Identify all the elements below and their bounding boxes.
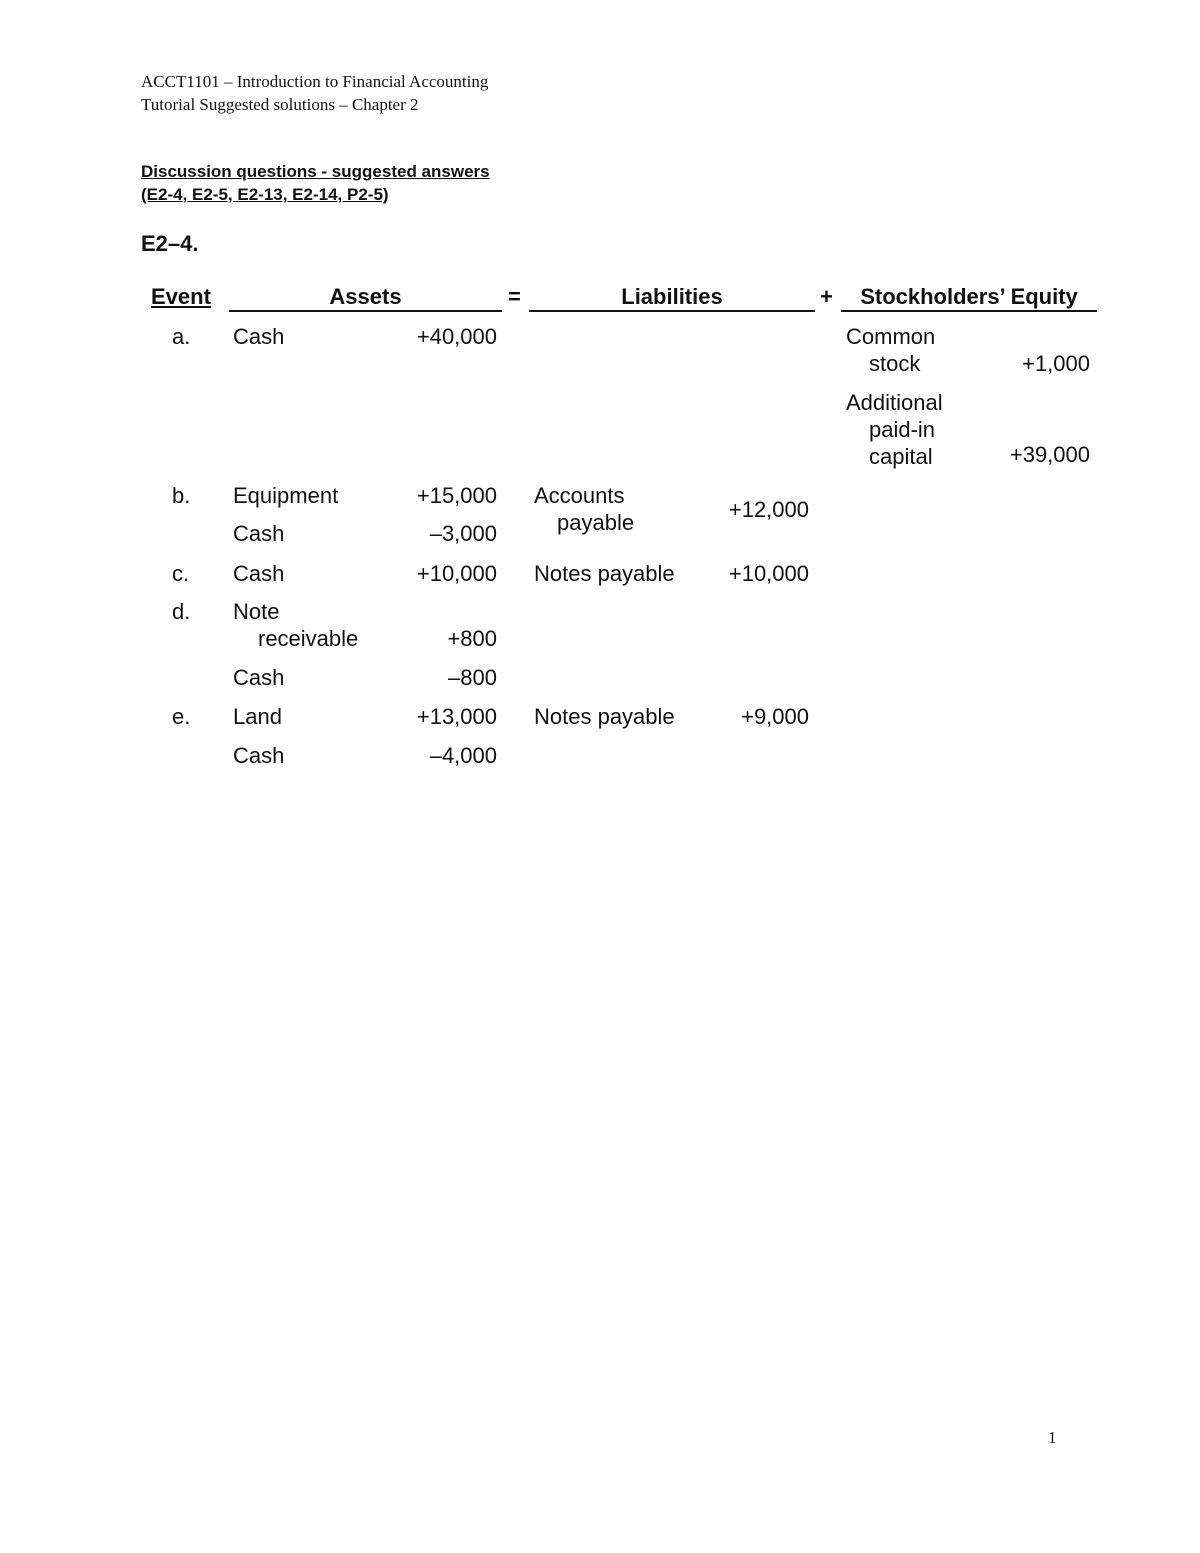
asset-account: Cash <box>233 665 285 690</box>
liability-amount: +10,000 <box>728 561 809 586</box>
liabilities-header-underline <box>529 310 815 312</box>
discussion-list: (E2-4, E2-5, E2-13, E2-14, P2-5) <box>141 185 389 204</box>
asset-amount: +15,000 <box>416 483 497 508</box>
asset-account: Cash <box>233 521 285 546</box>
equity-amount: +39,000 <box>1009 442 1090 467</box>
asset-account: Note <box>233 599 280 624</box>
asset-amount: +800 <box>447 626 497 651</box>
event-label: c. <box>172 561 190 586</box>
asset-amount: +10,000 <box>416 561 497 586</box>
equity-account: Common <box>846 324 936 349</box>
assets-header-underline <box>229 310 502 312</box>
liability-account: Accounts <box>534 483 625 508</box>
equity-account-cont: capital <box>869 444 933 469</box>
liability-amount: +12,000 <box>728 497 809 522</box>
asset-amount: +13,000 <box>416 704 497 729</box>
liabilities-header: Liabilities <box>621 284 723 309</box>
asset-account: Land <box>233 704 282 729</box>
exercise-title: E2–4. <box>141 231 199 256</box>
equity-header-underline <box>841 310 1097 312</box>
event-label: a. <box>172 324 191 349</box>
equity-account-cont: paid-in <box>869 417 936 442</box>
asset-account: Cash <box>233 743 285 768</box>
equity-header: Stockholders’ Equity <box>860 284 1078 309</box>
liability-account: Notes payable <box>534 704 675 729</box>
event-label: e. <box>172 704 191 729</box>
asset-amount: –4,000 <box>429 743 497 768</box>
liability-amount: +9,000 <box>741 704 809 729</box>
asset-amount: –3,000 <box>429 521 497 546</box>
plus-sign: + <box>820 284 833 309</box>
event-label: b. <box>172 483 191 508</box>
equity-account: Additional <box>846 390 943 415</box>
equals-sign: = <box>508 284 521 309</box>
page-number: 1 <box>1048 1428 1057 1447</box>
asset-amount: –800 <box>448 665 497 690</box>
asset-account: Cash <box>233 561 285 586</box>
asset-account-cont: receivable <box>258 626 359 651</box>
asset-account: Equipment <box>233 483 339 508</box>
event-label: d. <box>172 599 191 624</box>
equity-amount: +1,000 <box>1022 351 1090 376</box>
asset-amount: +40,000 <box>416 324 497 349</box>
liability-account: Notes payable <box>534 561 675 586</box>
asset-account: Cash <box>233 324 285 349</box>
liability-account-cont: payable <box>557 510 635 535</box>
assets-header: Assets <box>329 284 402 309</box>
discussion-title: Discussion questions - suggested answers <box>141 162 490 181</box>
course-title: ACCT1101 – Introduction to Financial Accounting <box>141 72 489 91</box>
equity-account-cont: stock <box>869 351 921 376</box>
document-subtitle: Tutorial Suggested solutions – Chapter 2 <box>141 95 419 114</box>
event-header: Event <box>151 284 211 309</box>
